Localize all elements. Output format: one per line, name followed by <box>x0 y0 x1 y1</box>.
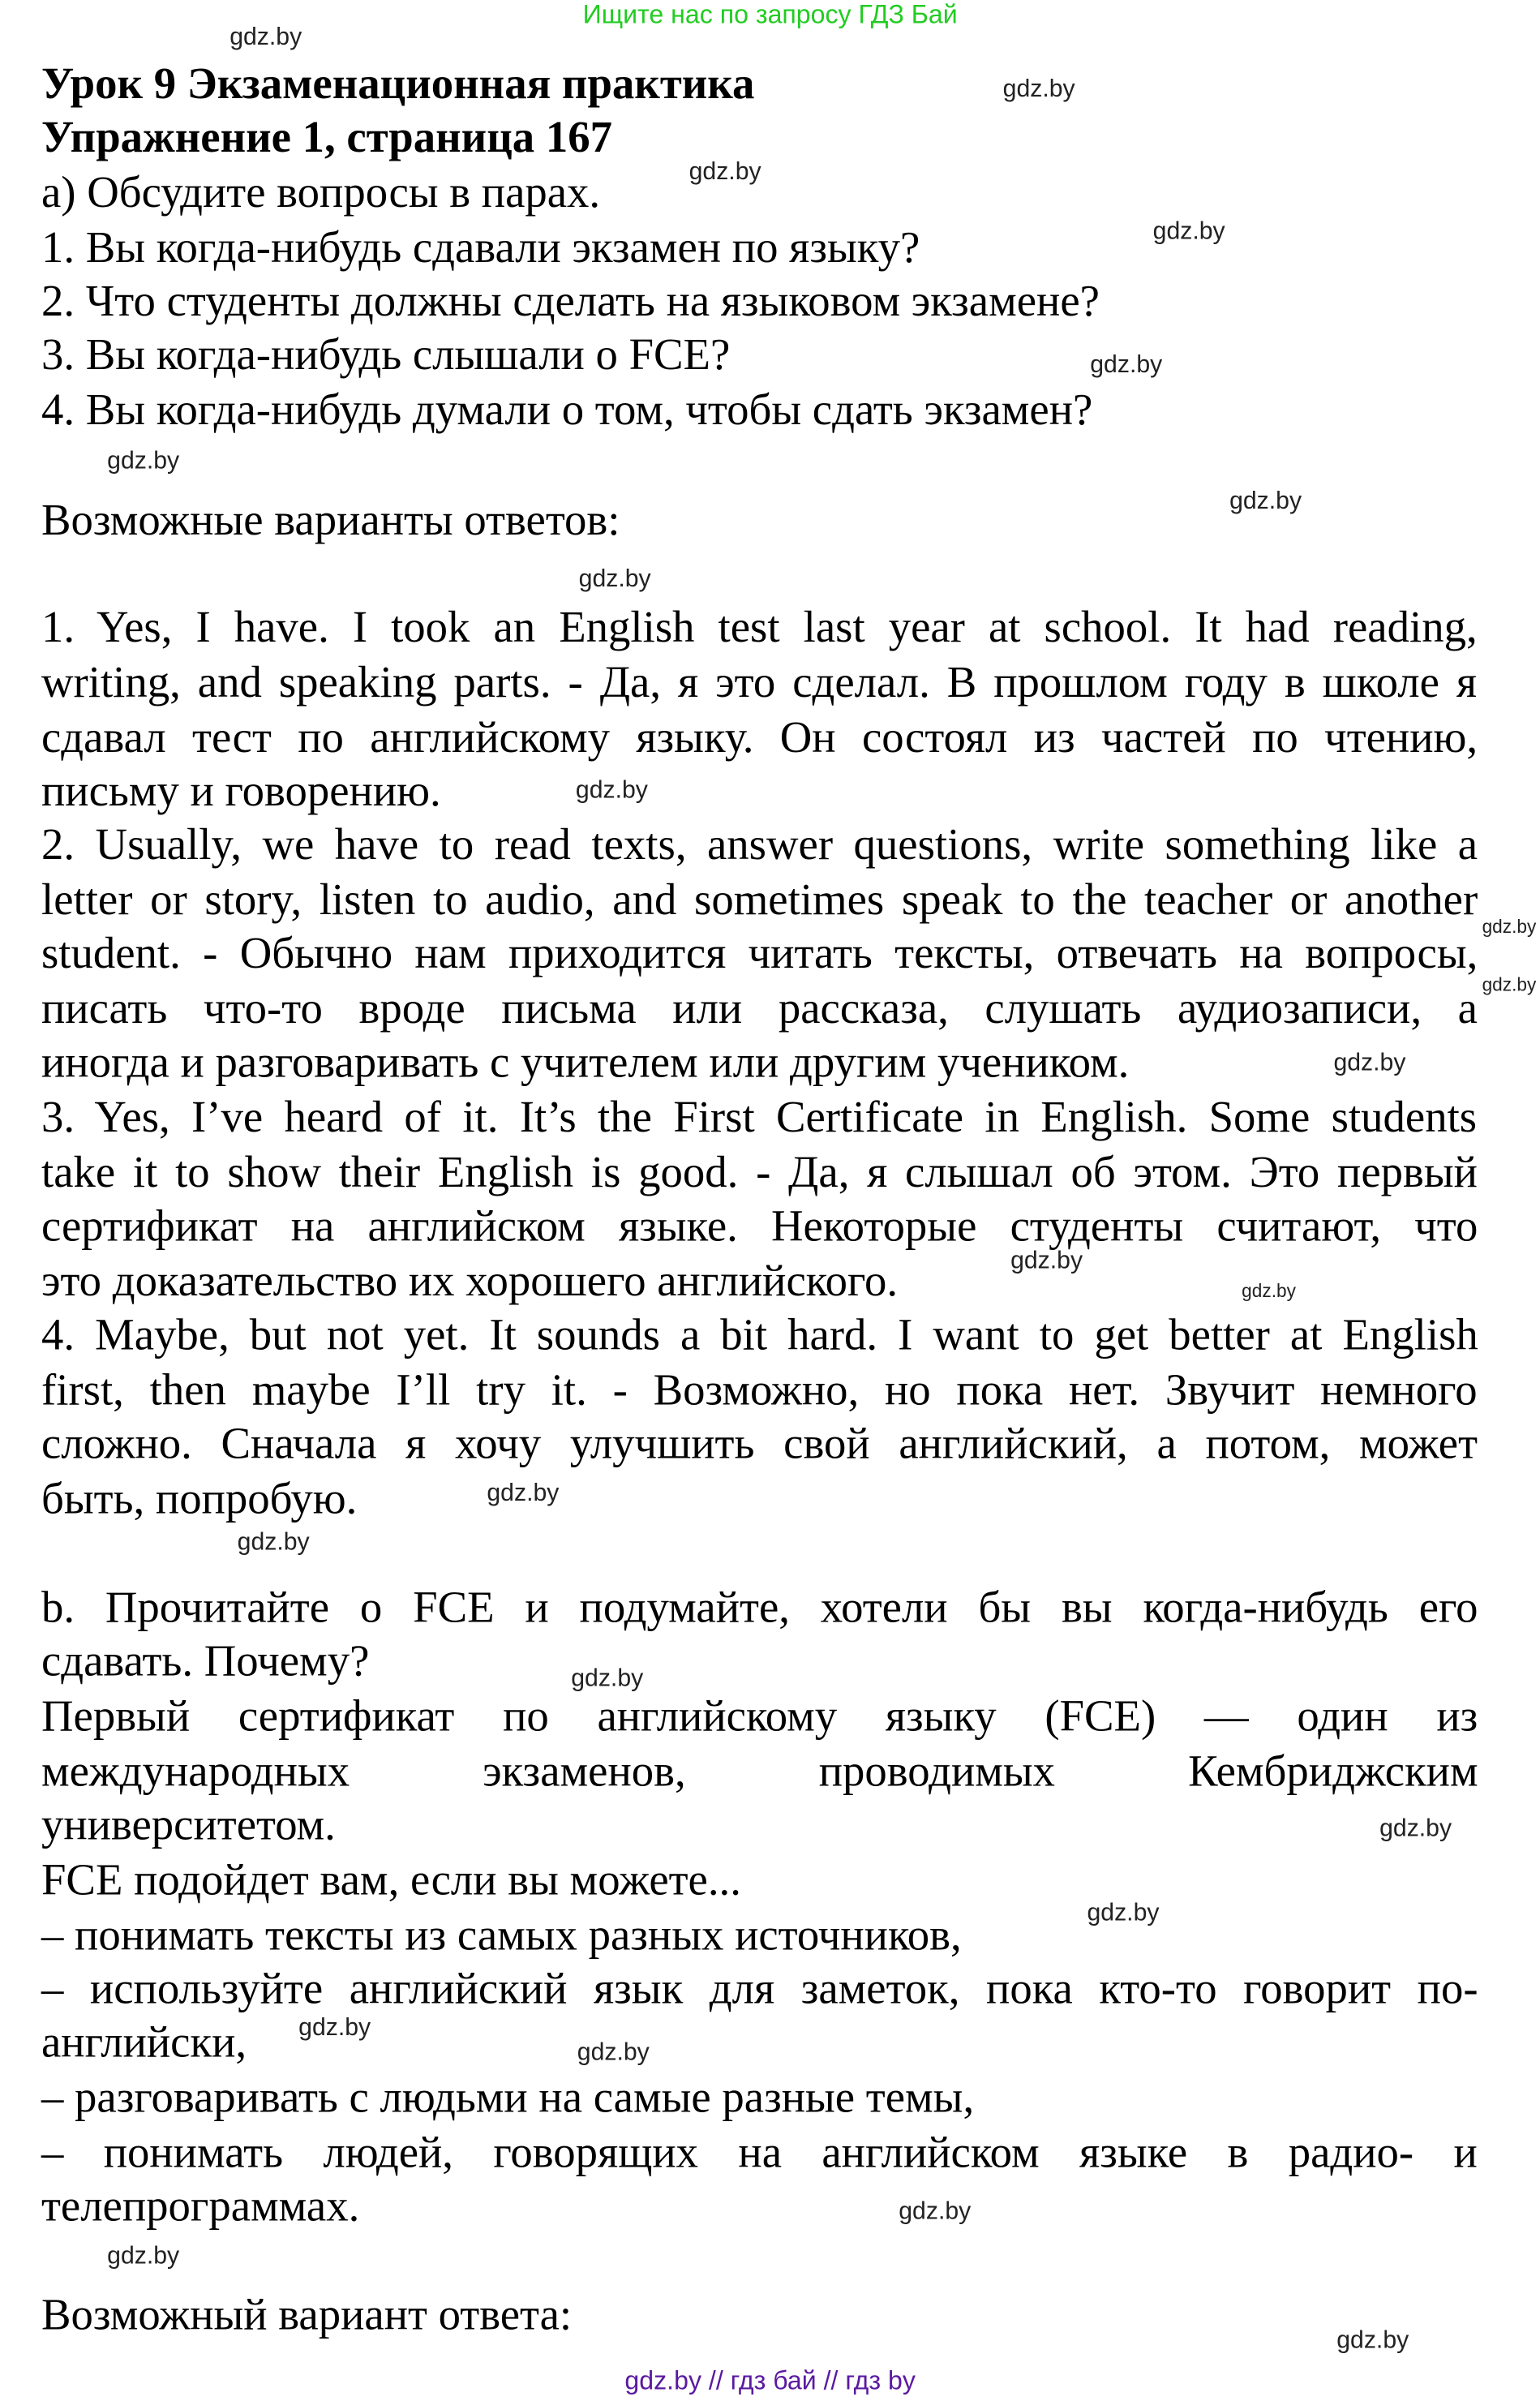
text-line: Возможный вариант ответа: <box>41 2291 573 2340</box>
watermark-text: gdz.by <box>1242 1280 1296 1302</box>
text-line: letter or story, listen to audio, and sometimes speak to the teacher or another <box>41 875 1478 926</box>
watermark-text: gdz.by <box>571 1666 644 1693</box>
text-line: писать что-то вроде письма или рассказа, слушать аудиозаписи, а <box>41 984 1478 1034</box>
watermark-text: gdz.by <box>1229 488 1302 515</box>
watermark-text: gdz.by <box>688 159 761 186</box>
text-line: быть, попробую. <box>41 1475 358 1524</box>
watermark-text: gdz.by <box>237 1530 310 1557</box>
text-line: сертификат на английском языке. Некоторые студенты считают, что <box>41 1202 1478 1252</box>
watermark-text: gdz.by <box>899 2199 972 2226</box>
text-line: письму и говорению. <box>41 767 441 817</box>
watermark-text: gdz.by <box>1090 352 1163 379</box>
text-line: телепрограммах. <box>41 2182 360 2231</box>
watermark-text: gdz.by <box>1002 76 1075 103</box>
watermark-text: gdz.by <box>1379 1816 1452 1843</box>
footer-links[interactable]: gdz.by // гдз бай // гдз by <box>624 2365 916 2395</box>
text-line: – используйте английский язык для заметок, пока кто-то говорит по- <box>41 1965 1478 2014</box>
text-line: 2. Что студенты должны сделать на языковом экзамене? <box>41 277 1100 327</box>
watermark-text: gdz.by <box>1336 2327 1409 2354</box>
text-line: английски, <box>41 2018 247 2068</box>
watermark-text: gdz.by <box>577 2039 650 2066</box>
text-line: – понимать тексты из самых разных источников, <box>41 1911 962 1961</box>
text-line: это доказательство их хорошего английского. <box>41 1257 899 1307</box>
watermark-text: gdz.by <box>1010 1248 1083 1274</box>
text-line: 2. Usually, we have to read texts, answer questions, write something like a <box>41 820 1478 870</box>
watermark-text: gdz.by <box>578 566 651 593</box>
watermark-text: gdz.by <box>107 2243 180 2270</box>
text-line: Возможные варианты ответов: <box>41 496 620 546</box>
text-line: take it to show their English is good. - Да, я слышал об этом. Это первый <box>41 1149 1478 1198</box>
exercise-title: Упражнение 1, страница 167 <box>41 113 612 163</box>
text-line: 4. Вы когда-нибудь думали о том, чтобы сдать экзамен? <box>41 385 1093 436</box>
watermark-text: gdz.by <box>1333 1050 1406 1077</box>
text-line: Первый сертификат по английскому языку (FCE) — один из <box>41 1692 1478 1742</box>
text-line: student. - Обычно нам приходится читать тексты, отвечать на вопросы, <box>41 930 1478 979</box>
lesson-title: Урок 9 Экзаменационная практика <box>41 59 755 110</box>
text-line: 1. Yes, I have. I took an English test last year at school. It had reading, <box>41 603 1478 653</box>
watermark-text: gdz.by <box>575 778 648 805</box>
text-line: иногда и разговаривать с учителем или другим учеником. <box>41 1038 1130 1088</box>
text-line: – разговаривать с людьми на самые разные темы, <box>41 2073 975 2123</box>
text-line: b. Прочитайте о FCE и подумайте, хотели бы вы когда-нибудь его <box>41 1583 1478 1633</box>
text-line: 3. Yes, I’ve heard of it. It’s the First Certificate in English. Some students <box>41 1093 1478 1143</box>
watermark-text: gdz.by <box>1482 916 1537 938</box>
text-line: международных экзаменов, проводимых Кембриджским <box>41 1747 1478 1797</box>
watermark-text: gdz.by <box>1152 218 1225 246</box>
text-line: сдавал тест по английскому языку. Он состоял из частей по чтению, <box>41 713 1478 763</box>
text-line: first, then maybe I’ll try it. - Возможно, но пока нет. Звучит немного <box>41 1366 1478 1415</box>
text-line: – понимать людей, говорящих на английском языке в радио- и <box>41 2128 1478 2178</box>
watermark-text: gdz.by <box>487 1480 560 1507</box>
watermark-text: gdz.by <box>1087 1901 1160 1927</box>
text-line: FCE подойдет вам, если вы можете... <box>41 1856 741 1905</box>
text-line: 4. Maybe, but not yet. It sounds a bit hard. I want to get better at English <box>41 1311 1478 1360</box>
watermark-text: gdz.by <box>229 24 302 51</box>
watermark-text: gdz.by <box>298 2015 371 2042</box>
search-hint-banner[interactable]: Ищите нас по запросу ГДЗ Бай <box>582 0 958 29</box>
text-line: 3. Вы когда-нибудь слышали о FCE? <box>41 330 731 380</box>
text-line: 1. Вы когда-нибудь сдавали экзамен по языку? <box>41 223 920 273</box>
text-line: а) Обсудите вопросы в парах. <box>41 168 601 218</box>
text-line: университетом. <box>41 1801 336 1850</box>
text-line: сложно. Сначала я хочу улучшить свой английский, а потом, может <box>41 1420 1478 1469</box>
watermark-text: gdz.by <box>1482 973 1537 996</box>
text-line: writing, and speaking parts. - Да, я это сделал. В прошлом году в школе я <box>41 658 1478 708</box>
watermark-text: gdz.by <box>107 449 180 475</box>
text-line: сдавать. Почему? <box>41 1637 370 1686</box>
